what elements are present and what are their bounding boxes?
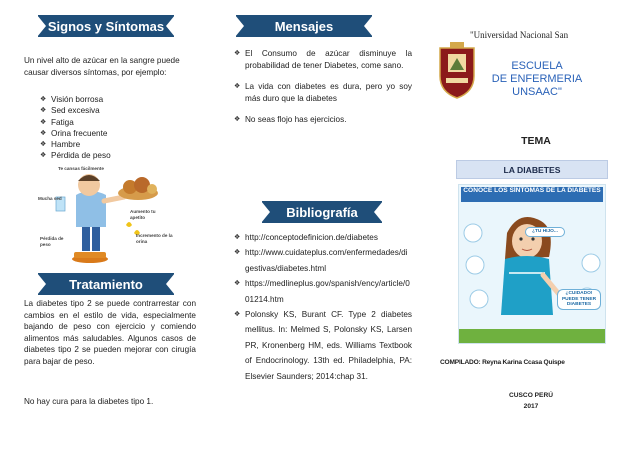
list-item: ❖ Orina frecuente (40, 128, 190, 139)
list-item (234, 245, 412, 276)
list-item: ❖ El Consumo de azúcar disminuye la probabilidad de tener Diabetes, come sano. (234, 48, 412, 71)
panel-messages-bibliography (214, 0, 424, 452)
treatment-heading: Tratamiento (38, 273, 174, 295)
compiled-by: COMPILADO: Reyna Karina Ccasa Quispe (440, 359, 565, 366)
bibliography-heading: Bibliografía (262, 201, 382, 223)
poster-bubble: ¿CUIDADO! PUEDE TENER DIABETES (557, 289, 601, 310)
school-line: ESCUELA (511, 60, 563, 72)
messages-list (234, 48, 412, 126)
university-name: "Universidad Nacional San (470, 30, 569, 40)
list-item: ❖ Polonsky KS, Burant CF. Type 2 diabetes mellitus. In: Melmed S, Polonsky KS, Larsen PR, Kronenberg HM, eds. Williams Textbook of Endocrinology. 13th ed. Philadelphia, PA: Elsevier Saunders; 2014:chap 31. (234, 307, 412, 384)
list-item: ❖ Sed excesiva (40, 105, 190, 116)
list-item: ❖ Hambre (40, 139, 190, 150)
signs-heading: Signos y Síntomas (38, 15, 174, 37)
treatment-paragraph: La diabetes tipo 2 se puede contrarrestar con cambios en el estilo de vida, especialmente bajando de peso con ejercicio y comiendo alimentos más saludables. Algunos casos de diabetes tipo 2 se pueden mejorar con cirugía para bajar de peso. (24, 299, 196, 366)
label-tired: Te cansas fácilmente (58, 166, 104, 171)
reference-link[interactable]: https://medlineplus.gov/spanish/ency/article/001214.htm (245, 279, 410, 304)
city: CUSCO PERÚ (509, 392, 553, 399)
list-item: ❖ No seas flojo has ejercicios. (234, 114, 412, 126)
girl-illustration (459, 203, 606, 344)
symptoms-illustration (26, 163, 184, 265)
label-appetite: Aumento tu apetito (130, 209, 156, 220)
school-line: DE ENFERMERIA (491, 73, 583, 85)
panel-signs-treatment (0, 0, 212, 452)
list-item: ❖ Fatiga (40, 117, 190, 128)
list-item: ❖ Visión borrosa (40, 94, 190, 105)
symptom-list (40, 94, 190, 162)
label-urine: Incremento de la orina (136, 233, 173, 244)
tema-label: TEMA (521, 135, 551, 147)
diabetes-poster (458, 184, 606, 344)
treatment-note: No hay cura para la diabetes tipo 1. (24, 397, 154, 406)
school-line: UNSAAC" (512, 86, 562, 98)
reference-link[interactable]: http://www.cuidateplus.com/enfermedades/digestivas/diabetes.html (245, 248, 408, 273)
poster-bubble: ¿TU HIJO... (525, 227, 565, 237)
label-weight: Pérdida de peso (40, 236, 64, 247)
reference-link[interactable]: http://conceptodefinicion.de/diabetes (245, 233, 378, 242)
references-list (234, 230, 412, 384)
signs-intro: Un nivel alto de azúcar en la sangre puede causar diversos síntomas, por ejemplo: (24, 56, 180, 77)
list-item: ❖ La vida con diabetes es dura, pero yo soy más duro que la diabetes (234, 81, 412, 104)
list-item (234, 230, 412, 245)
poster-title: CONOCE LOS SÍNTOMAS DE LA DIABETES (461, 187, 603, 202)
year: 2017 (523, 403, 539, 410)
list-item (234, 276, 412, 307)
school-name (472, 60, 602, 99)
messages-heading: Mensajes (236, 15, 372, 37)
list-item: ❖ Pérdida de peso (40, 150, 190, 161)
label-thirst: Mucha sed (38, 196, 62, 201)
topic-box: LA DIABETES (456, 160, 608, 179)
